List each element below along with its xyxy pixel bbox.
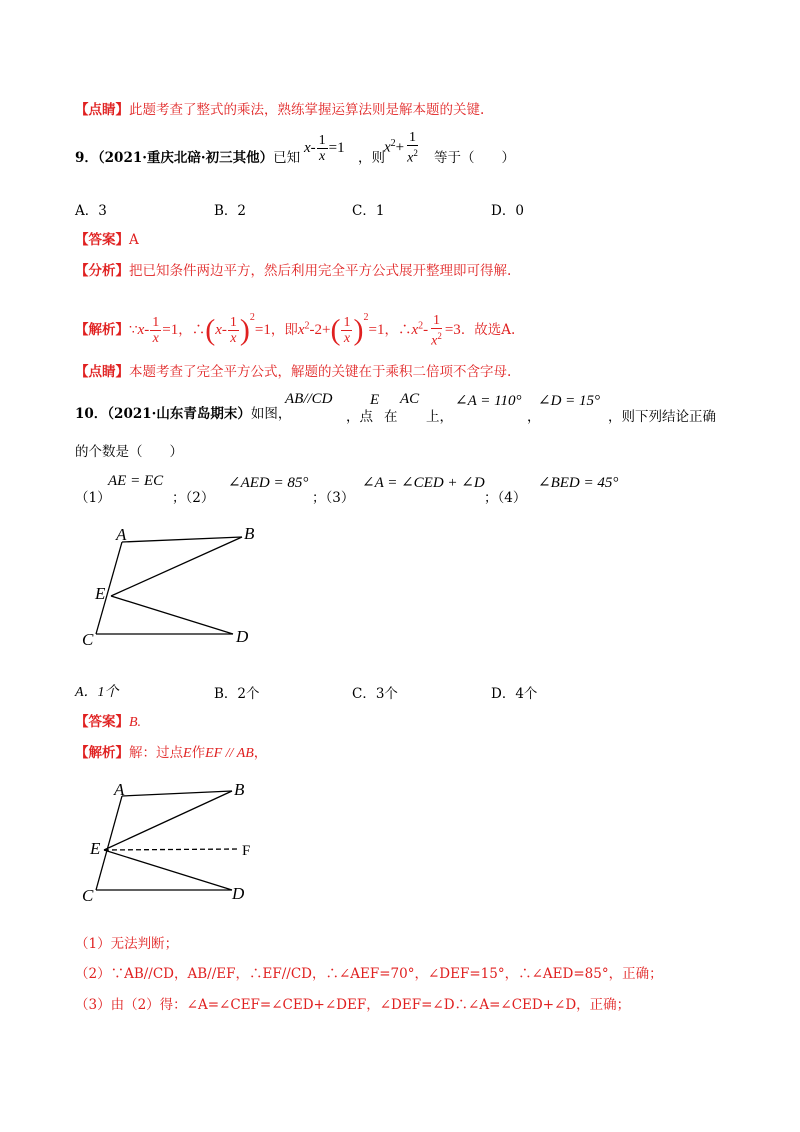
question-number: 9． (75, 150, 98, 166)
q9-suffix: 等于（ ） (434, 150, 515, 166)
segment-eb (104, 791, 232, 850)
label-a: A (114, 780, 125, 799)
option-d: D．0 (491, 203, 524, 219)
q10-on-text: 在 (384, 409, 398, 425)
q10-c2-label: ；（2） (172, 490, 215, 506)
q9-condition-formula: x- $\frac{1}{x}$ =1 (304, 133, 345, 164)
label-b: B (244, 524, 255, 543)
q10-angle-d: ∠D = 15° (538, 393, 601, 409)
label-f: F (242, 843, 251, 859)
q10-c2: ∠AED = 85° (228, 475, 309, 491)
q10-point-text: ，点 (346, 409, 373, 425)
q9-answer: 【答案】A (75, 232, 139, 248)
q10-stem-line1: 10．（2021·山东青岛期末）如图， (75, 406, 292, 422)
segment-eb (111, 537, 242, 596)
q10-step-3: （3）由（2）得：∠A=∠CEF=∠CED+∠DEF，∠DEF=∠D∴∠A=∠CED+∠D，正确； (75, 997, 631, 1013)
q9-solution: 【解析】∵x- $\frac{1}{x}$ =1，∴(x- $\frac{1}{x}$ )$^2$=1，即$x^2-2+$( $\frac{1}{x}$ )$^2$=1，$\therefore x^2-$ $\frac{1}{x^2}$ =3．故选A. (75, 312, 516, 349)
q10-parallel: AB//CD (285, 391, 333, 407)
q10-solution-figure (70, 773, 270, 908)
q9-then: ，则 (358, 150, 385, 166)
option-b: B．2个 (214, 686, 260, 702)
q9-stem (75, 148, 300, 168)
q10-tail: ，则下列结论正确 (608, 409, 716, 425)
q10-c1-label: （1） (75, 490, 111, 506)
q10-solution-intro: 【解析】解：过点E作EF // AB， (75, 745, 268, 761)
solution-tag: 【解析】 (75, 322, 129, 338)
q9-analysis: 【分析】把已知条件两边平方，然后利用完全平方公式展开整理即可得解. (75, 263, 512, 279)
label-c: C (82, 630, 94, 649)
option-a: A．1个 (75, 685, 119, 700)
option-d: D．4个 (491, 686, 538, 702)
label-e: E (95, 584, 106, 603)
q9-note: 【点睛】本题考查了完全平方公式，解题的关键在于乘积二倍项不含字母. (75, 364, 512, 380)
option-c: C．1 (352, 203, 385, 219)
q10-point-e: E (370, 392, 380, 408)
label-b: B (234, 780, 245, 799)
segment-ef-dashed (104, 849, 238, 850)
label-a: A (116, 525, 127, 544)
stem-prefix: 已知 (273, 150, 301, 166)
segment-ed (104, 850, 232, 890)
q10-step-2: （2）∵AB//CD，AB//EF，∴EF//CD，∴∠AEF=70°，∠DEF=15°，∴∠AED=85°，正确； (75, 966, 663, 982)
option-a: A．3 (75, 203, 107, 219)
segment-ed (111, 596, 233, 634)
q10-answer: 【答案】B. (75, 714, 142, 730)
q10-figure (70, 520, 270, 655)
q8-note (75, 100, 484, 120)
note-text: 此题考查了整式的乘法，熟练掌握运算法则是解本题的关键. (129, 102, 485, 118)
option-c: C．3个 (352, 686, 398, 702)
q9-target-formula: $x^2+$ $\frac{1}{x^2}$ (384, 130, 418, 166)
q10-comma: ， (527, 409, 541, 425)
q10-step-1: （1）无法判断； (75, 936, 179, 952)
q10-c4-label: ；（4） (484, 490, 527, 506)
q10-c3: ∠A = ∠CED + ∠D (362, 475, 485, 491)
q10-c1: AE = EC (108, 473, 164, 489)
label-c: C (82, 886, 94, 905)
q10-line-ac: AC (400, 391, 420, 407)
label-d: D (232, 884, 245, 903)
label-d: D (236, 627, 249, 646)
note-tag: 【点睛】 (75, 102, 129, 118)
segment-ab (122, 791, 232, 796)
q10-c3-label: ；（3） (312, 490, 355, 506)
q10-stem-line2: 的个数是（ ） (75, 444, 183, 460)
q10-c4: ∠BED = 45° (538, 475, 619, 491)
q10-up-text: 上， (426, 409, 453, 425)
option-b: B．2 (214, 203, 247, 219)
label-e: E (90, 839, 101, 858)
q10-angle-a: ∠A = 110° (455, 393, 522, 409)
segment-ab (122, 537, 242, 542)
question-source: （2021·重庆北碚·初三其他） (97, 150, 274, 166)
